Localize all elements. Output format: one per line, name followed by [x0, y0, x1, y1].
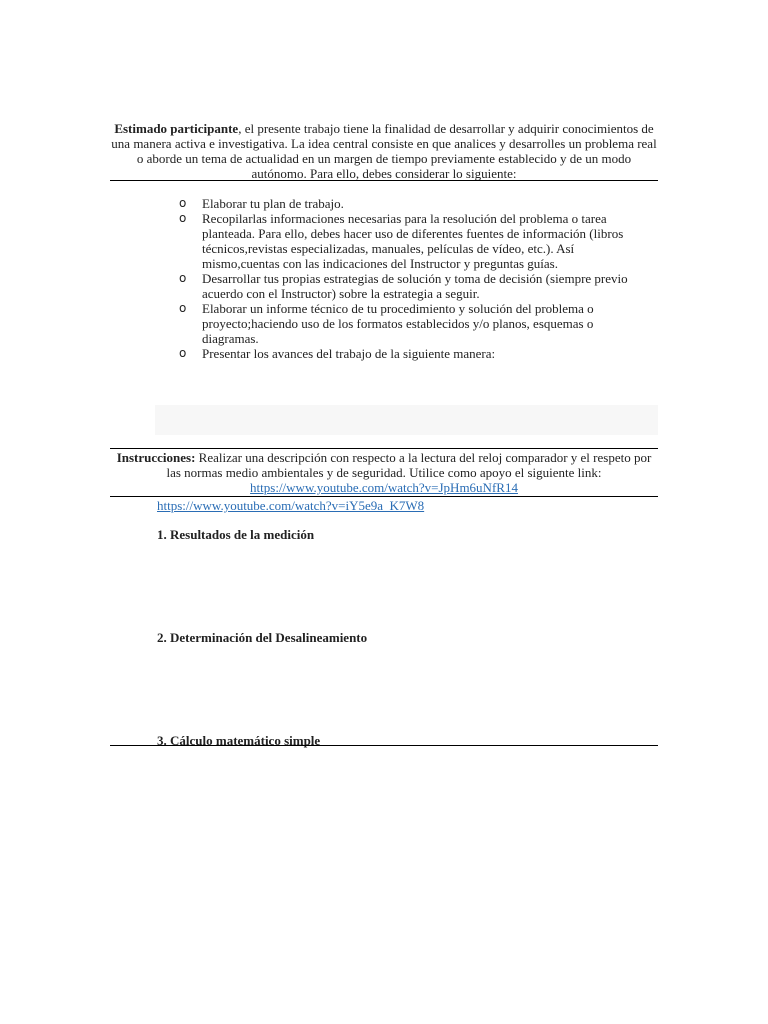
- intro-text: , el presente trabajo tiene la finalidad de desarrollar y adquirir conocimientos de una manera activa e investigativa. La idea central consiste en que analices y desarrolles un problema real o aborde un tema de actualidad en un margen de tiempo previamente establecido y de un modo autónomo. Para ello, debes considerar lo siguiente:: [111, 121, 657, 181]
- youtube-link-2[interactable]: https://www.youtube.com/watch?v=iY5e9a_K7W8: [157, 498, 425, 513]
- bullet-icon: o: [179, 211, 187, 225]
- link-line: [157, 498, 424, 513]
- task-text: Presentar los avances del trabajo de la siguiente manera:: [202, 346, 496, 361]
- instructions-text: Realizar una descripción con respecto a la lectura del reloj comparador y el respeto por las normas medio ambientales y de seguridad. Utilice como apoyo el siguiente link:: [166, 450, 652, 480]
- bullet-icon: o: [179, 301, 187, 315]
- youtube-link-1[interactable]: https://www.youtube.com/watch?v=JpHm6uNfR14: [250, 480, 518, 495]
- task-item: [176, 346, 646, 361]
- divider-instructions-top: [110, 448, 658, 449]
- task-text: Recopilarlas informaciones necesarias para la resolución del problema o tarea planteada. Para ello, debes hacer uso de diferentes fuentes de información (libros técnicos,revistas especializadas, manuales, películas de vídeo, etc.). Así mismo,cuentas con las indicaciones del Instructor y preguntas guías.: [202, 211, 624, 271]
- task-list: [176, 196, 646, 361]
- task-text: Elaborar tu plan de trabajo.: [202, 196, 344, 211]
- task-item: [176, 271, 646, 301]
- instructions-paragraph: [110, 450, 658, 495]
- bullet-icon: o: [179, 346, 187, 360]
- instructions-bold-lead: Instrucciones:: [116, 450, 196, 465]
- task-text: Elaborar un informe técnico de tu procedimiento y solución del problema o proyecto;haciendo uso de los formatos establecidos y/o planos, esquemas o diagramas.: [202, 301, 594, 346]
- section-heading-calculation: 3. Cálculo matemático simple: [157, 733, 321, 748]
- task-item: [176, 301, 646, 346]
- section-heading-results: 1. Resultados de la medición: [157, 527, 315, 542]
- divider-instructions-bottom: [110, 496, 658, 497]
- task-item: [176, 196, 646, 211]
- bullet-icon: o: [179, 196, 187, 210]
- divider-bottom: [110, 745, 658, 746]
- divider-top: [110, 180, 658, 181]
- intro-bold-lead: Estimado participante: [114, 121, 239, 136]
- shaded-box: [155, 405, 658, 435]
- bullet-icon: o: [179, 271, 187, 285]
- section-heading-misalignment: 2. Determinación del Desalineamiento: [157, 630, 368, 645]
- task-text: Desarrollar tus propias estrategias de solución y toma de decisión (siempre previo acuerdo con el Instructor) sobre la estrategia a seguir.: [202, 271, 628, 301]
- task-item: [176, 211, 646, 271]
- intro-paragraph: [110, 121, 658, 181]
